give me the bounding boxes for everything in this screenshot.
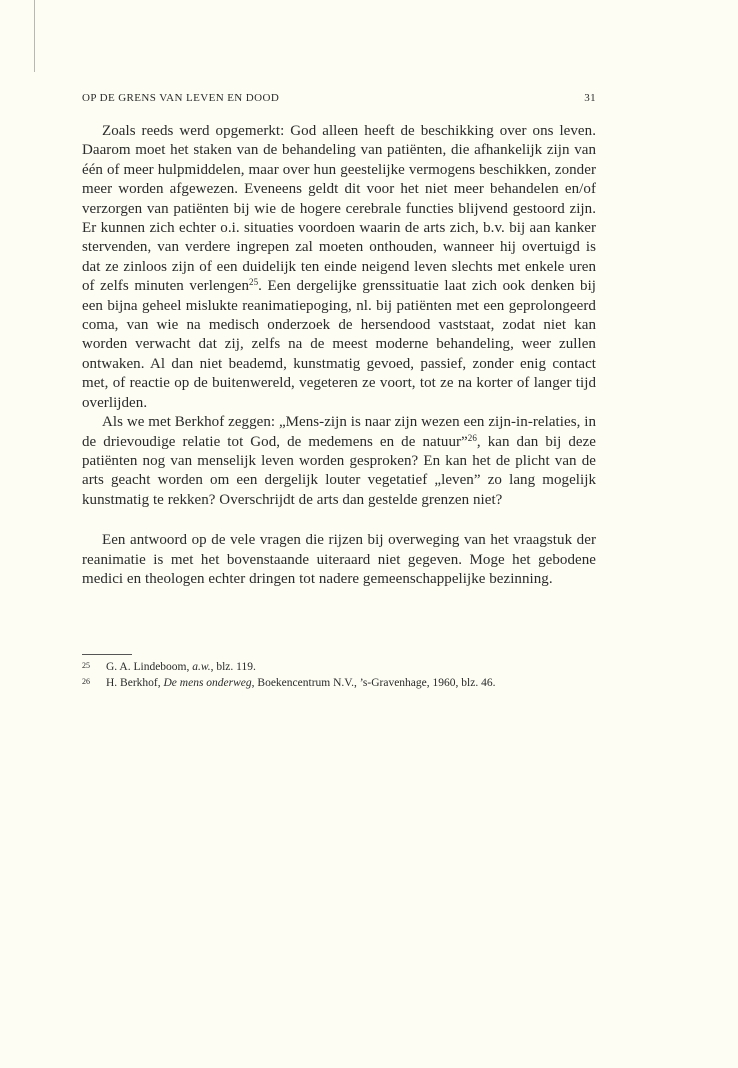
- footnote-italic: De mens onderweg: [163, 676, 252, 689]
- footnote-text-end: , Boekencentrum N.V., ’s-Gravenhage, 1960, blz. 46.: [251, 676, 496, 689]
- paragraph-3: Een antwoord op de vele vragen die rijzen bij overweging van het vraagstuk der reanimatie is met het bovenstaande uiteraard niet gegeven. Moge het gebodene medici en theologen echter dringen tot nadere gemeenschappelijke bezinning.: [82, 532, 596, 587]
- footnote-26: [82, 676, 596, 692]
- footnote-rule: [82, 654, 132, 655]
- footnote-number: 26: [82, 676, 90, 686]
- paragraph-2: [82, 413, 596, 510]
- footnote-number: 25: [82, 661, 90, 670]
- paragraph-1: [82, 122, 596, 413]
- paragraph-2-part-a: Als we met Berkhof zeggen: „Mens-zijn is naar zijn wezen een zijn-in-relaties, in de drievoudige relatie tot God, de medemens en de natuur”: [82, 414, 596, 450]
- footnote-text-end: , blz. 119.: [210, 661, 256, 673]
- footnote-text: G. A. Lindeboom,: [106, 661, 193, 673]
- main-text: [82, 122, 596, 589]
- footnote-italic: a.w.: [192, 661, 211, 673]
- paragraph-1-part-b: . Een dergelijke grenssituatie laat zich ook denken bij een bijna geheel mislukte reanimatiepoging, nl. bij patiënten met een geprolongeerd coma, van wie na medisch onderzoek de hersendood vaststaat, zodat niet kan worden verwacht dat zij, zelfs na de meest moderne behandeling, weer zullen ontwaken. Al dan niet beademd, kunstmatig gevoed, passief, zonder enig contact met, of reactie op de buitenwereld, vegeteren ze voort, tot ze na korter of langer tijd overlijden.: [82, 278, 597, 411]
- running-title: OP DE GRENS VAN LEVEN EN DOOD: [82, 92, 280, 104]
- footnotes: [82, 660, 596, 691]
- paragraph-2-part-b: , kan dan bij deze patiënten nog van menselijk leven worden gesproken? En kan het de plicht van de arts geacht worden om een dergelijk louter vegetatief „leven” zo lang mogelijk kunstmatig te rekken? Overschrijdt de arts dan gestelde grenzen niet?: [82, 433, 597, 508]
- footnote-25: [82, 660, 596, 676]
- page-number: 31: [584, 92, 596, 104]
- footnote-ref-25: 25: [249, 277, 259, 288]
- footnote-ref-26: 26: [467, 432, 477, 443]
- footnote-text: H. Berkhof,: [106, 676, 164, 689]
- paragraph-1-part-a: Zoals reeds werd opgemerkt: God alleen heeft de beschikking over ons leven. Daarom moet het staken van de behandeling van patiënten, die afhankelijk zijn van één of meer hulpmiddelen, maar over hun geestelijke vermogens beschikken, zonder meer worden afgewezen. Eveneens geldt dit voor het niet meer behandelen en/of verzorgen van patiënten bij wie de hogere cerebrale functies blijvend gestoord zijn. Er kunnen zich echter o.i. situaties voordoen waarin de arts zich, b.v. bij aan kanker stervenden, van verdere ingrepen zal moeten onthouden, wanneer hij overtuigd is dat ze zinloos zijn of een duidelijk ten einde neigend leven slechts met enkele uren of zelfs minuten verlengen: [82, 123, 596, 295]
